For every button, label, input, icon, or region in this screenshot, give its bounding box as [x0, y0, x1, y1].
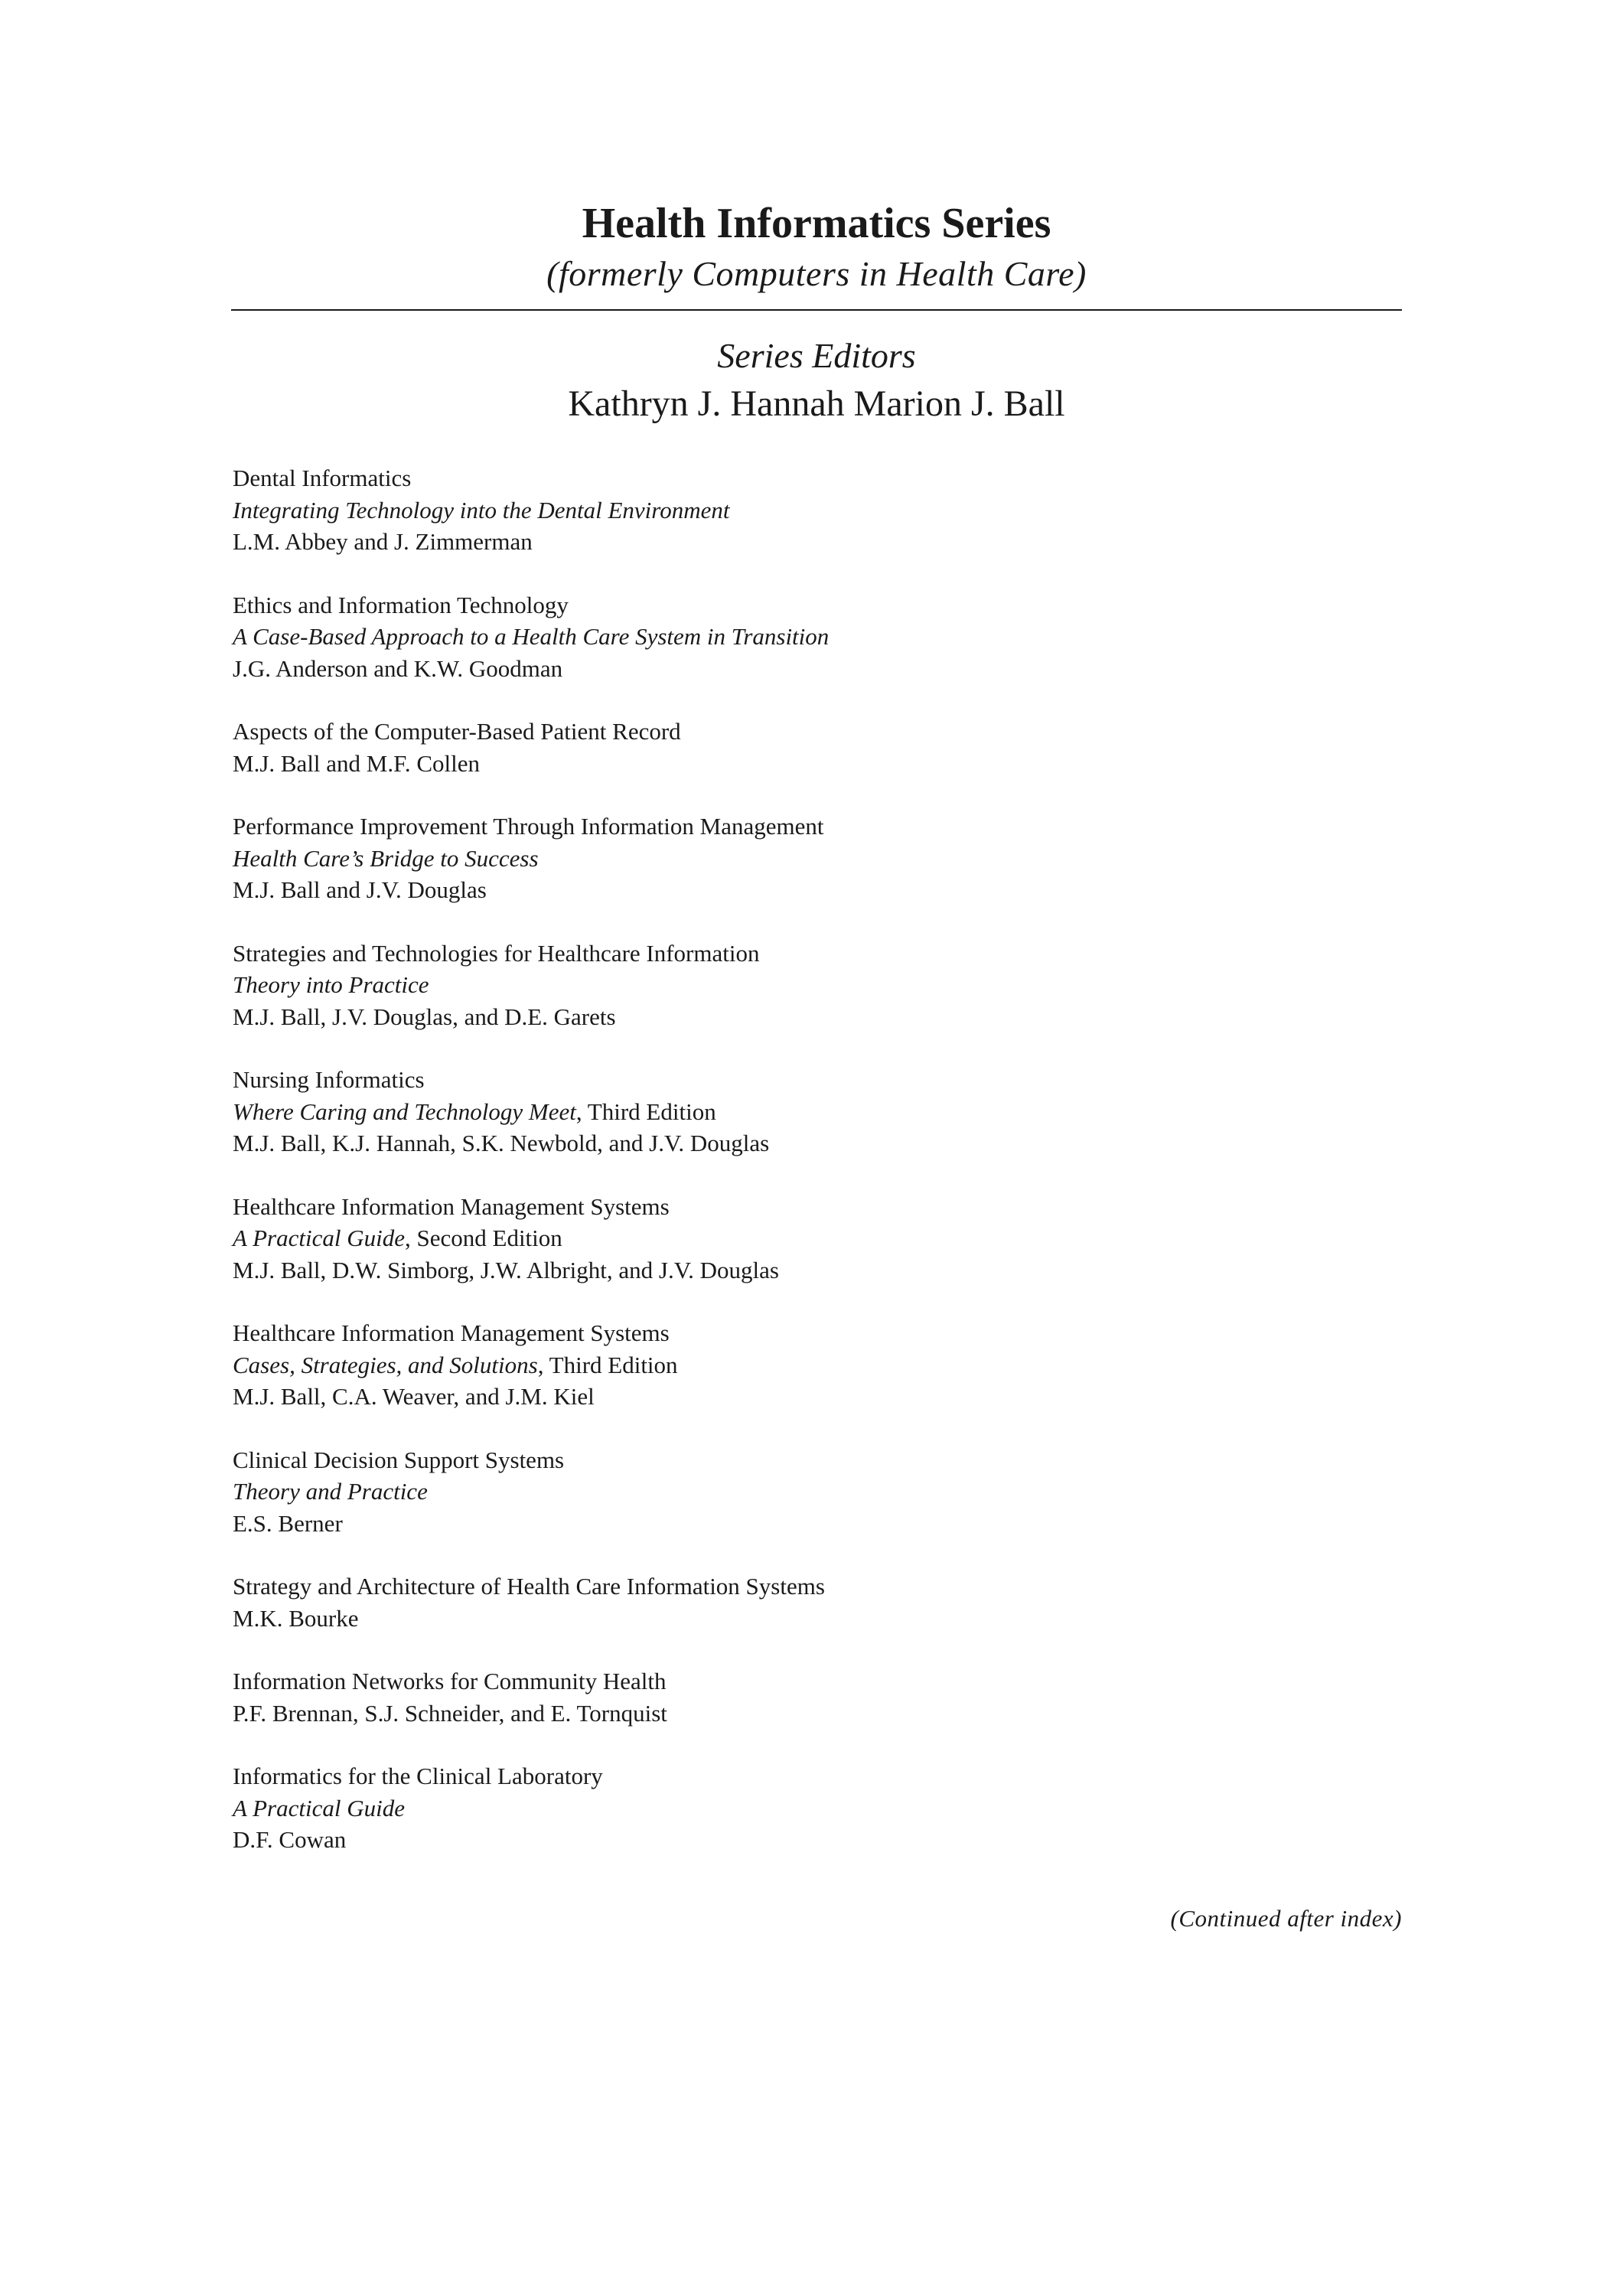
book-authors: M.K. Bourke: [233, 1604, 359, 1632]
book-authors: M.J. Ball, D.W. Simborg, J.W. Albright, and J.V. Douglas: [233, 1256, 779, 1283]
series-editors-names: Kathryn J. Hannah Marion J. Ball: [568, 383, 1065, 424]
book-entry: [233, 1570, 1403, 1634]
book-subtitle: Cases, Strategies, and Solutions: [233, 1351, 538, 1378]
book-title: Healthcare Information Management Systems: [233, 1192, 670, 1220]
book-authors: M.J. Ball, J.V. Douglas, and D.E. Garets: [233, 1003, 616, 1030]
book-subtitle: Health Care’s Bridge to Success: [233, 844, 539, 872]
book-entry: [233, 589, 1403, 685]
book-authors: M.J. Ball and M.F. Collen: [233, 749, 481, 777]
book-authors: D.F. Cowan: [233, 1826, 347, 1853]
book-edition: , Third Edition: [575, 1097, 716, 1125]
book-title: Nursing Informatics: [233, 1066, 425, 1093]
book-entry: [233, 810, 1403, 906]
book-title: Information Networks for Community Health: [233, 1668, 667, 1694]
book-authors: J.G. Anderson and K.W. Goodman: [233, 654, 563, 682]
book-subtitle-line: [233, 1476, 1403, 1508]
book-entry: [233, 716, 1403, 779]
book-title: Strategy and Architecture of Health Care Information Systems: [233, 1573, 825, 1600]
book-subtitle: Theory into Practice: [233, 971, 429, 998]
series-subtitle: (formerly Computers in Health Care): [546, 254, 1087, 293]
book-authors: M.J. Ball, C.A. Weaver, and J.M. Kiel: [233, 1383, 595, 1410]
book-authors: E.S. Berner: [233, 1509, 343, 1537]
book-subtitle: Where Caring and Technology Meet: [233, 1097, 576, 1125]
book-edition: , Third Edition: [537, 1351, 678, 1378]
series-title: Health Informatics Series: [582, 200, 1051, 247]
book-entry: [233, 1317, 1403, 1413]
book-subtitle-line: [233, 1222, 1403, 1254]
book-subtitle-line: [233, 969, 1403, 1001]
book-authors: P.F. Brennan, S.J. Schneider, and E. Tornquist: [233, 1699, 667, 1727]
book-title: Performance Improvement Through Information Management: [233, 813, 824, 840]
book-subtitle-line: [233, 621, 1403, 653]
book-authors: M.J. Ball, K.J. Hannah, S.K. Newbold, and J.V. Douglas: [233, 1130, 770, 1156]
book-subtitle-line: [233, 843, 1403, 875]
book-subtitle: Theory and Practice: [233, 1478, 428, 1505]
book-entry: [233, 1665, 1403, 1729]
book-list: [233, 462, 1403, 1887]
book-entry: [233, 462, 1403, 558]
book-subtitle: A Practical Guide: [233, 1794, 405, 1821]
header-rule: [231, 309, 1402, 311]
book-title: Aspects of the Computer-Based Patient Record: [233, 718, 681, 745]
book-subtitle: A Case-Based Approach to a Health Care System in Transition: [233, 623, 830, 650]
book-subtitle-line: [233, 1792, 1403, 1825]
book-subtitle-line: [233, 494, 1403, 527]
book-entry: [233, 1064, 1403, 1159]
book-title: Ethics and Information Technology: [233, 591, 569, 618]
book-title: Strategies and Technologies for Healthcare Information: [233, 939, 760, 967]
book-title: Dental Informatics: [233, 465, 412, 491]
book-title: Informatics for the Clinical Laboratory: [233, 1763, 603, 1789]
book-subtitle-line: [233, 1096, 1403, 1128]
book-entry: [233, 1760, 1403, 1856]
book-entry: [233, 1191, 1403, 1287]
book-entry: [233, 1444, 1403, 1540]
book-subtitle: A Practical Guide: [233, 1225, 405, 1251]
book-entry: [233, 938, 1403, 1033]
book-title: Clinical Decision Support Systems: [233, 1446, 565, 1473]
book-title: Healthcare Information Management Systems: [233, 1319, 670, 1346]
continued-note: (Continued after index): [1170, 1905, 1402, 1932]
book-subtitle-line: [233, 1349, 1403, 1381]
book-edition: , Second Edition: [405, 1225, 562, 1251]
book-authors: M.J. Ball and J.V. Douglas: [233, 876, 487, 903]
book-authors: L.M. Abbey and J. Zimmerman: [233, 528, 533, 555]
series-editors-heading: Series Editors: [717, 336, 916, 375]
book-subtitle: Integrating Technology into the Dental Environment: [233, 496, 730, 523]
